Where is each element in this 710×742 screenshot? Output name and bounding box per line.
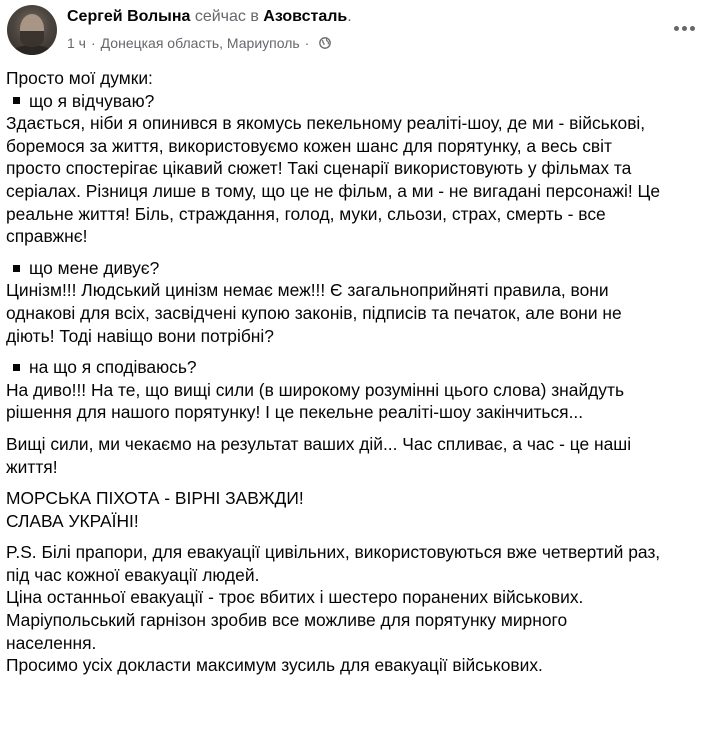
avatar[interactable] <box>7 5 57 55</box>
answer-1-line: боремося за життя, використовуємо кожен шанс для порятунку, а весь світ <box>6 135 612 156</box>
bullet-question-2 <box>6 257 708 280</box>
post-header <box>0 0 710 64</box>
meta-separator: · <box>90 35 96 51</box>
post-meta <box>67 33 331 53</box>
answer-1-line: серіалах. Різниця лише в тому, що це не фільм, а ми - не вигадані персонажі! Це <box>6 180 661 201</box>
post-timestamp[interactable]: 1 ч <box>67 35 86 51</box>
paragraph-gap <box>6 347 708 356</box>
slogan-glory: СЛАВА УКРАЇНІ! <box>6 510 139 531</box>
ps-line: P.S. Білі прапори, для евакуації цивільних, використовуються вже четвертий раз, <box>6 542 661 563</box>
more-options-button[interactable] <box>672 16 696 40</box>
more-horizontal-icon-dot <box>690 26 695 31</box>
more-horizontal-icon-dot <box>682 26 687 31</box>
post-intro: Просто мої думки: <box>6 68 153 88</box>
question-1-text: що я відчуваю? <box>29 90 155 111</box>
bullet-square-icon <box>13 265 20 272</box>
answer-1-line: справжнє! <box>6 226 88 247</box>
answer-2-line: Цинізм!!! Людський цинізм немає меж!!! Є загальноприйняті правила, вони <box>6 280 609 301</box>
answer-1-line: реальне життя! Біль, страждання, голод, муки, сльози, страх, смерть - все <box>6 203 606 224</box>
answer-2-line: однакові для всіх, засвідчені купою законів, підписів та печаток, але вони не <box>6 302 622 323</box>
globe-icon[interactable] <box>319 37 331 49</box>
ps-line: Просимо усіх докласти максимум зусиль для евакуації військових. <box>6 655 543 676</box>
answer-1-line: Здається, ніби я опинився в якомусь пекельному реаліті-шоу, де ми - військові, <box>6 113 646 134</box>
bullet-question-3 <box>6 356 708 379</box>
bullet-question-1 <box>6 90 708 113</box>
answer-1-line: просто спостерігає цікавий сюжет! Такі сценарії використовують у фільмах та <box>6 158 632 179</box>
paragraph-gap <box>6 478 708 487</box>
ps-line: населення. <box>6 632 97 653</box>
bullet-square-icon <box>13 364 20 371</box>
paragraph-gap <box>6 248 708 257</box>
paragraph-4-line: життя! <box>6 456 58 477</box>
answer-3-line: рішення для нашого порятунку! І це пекельне реаліті-шоу закінчиться... <box>6 402 584 423</box>
answer-3-line: На диво!!! На те, що вищі сили (в широкому розумінні цього слова) знайдуть <box>6 379 625 400</box>
author-name[interactable]: Сергей Волына <box>67 8 191 25</box>
ps-line: Ціна останньої евакуації - троє вбитих і шестеро поранених військових. <box>6 587 584 608</box>
paragraph-4-line: Вищі сили, ми чекаємо на результат ваших дій... Час спливає, а час - це наші <box>6 433 632 454</box>
check-in-text: сейчас в <box>190 8 264 25</box>
place-suffix: . <box>347 8 352 25</box>
question-3-text: на що я сподіваюсь? <box>29 357 197 378</box>
ps-line: під час кожної евакуації людей. <box>6 564 260 585</box>
post-location[interactable]: Донецкая область, Мариуполь <box>100 35 300 51</box>
avatar-beard <box>20 31 44 47</box>
ps-line: Маріупольський гарнізон зробив все можливе для порятунку мирного <box>6 610 568 631</box>
paragraph-gap <box>6 424 708 433</box>
more-horizontal-icon <box>674 26 679 31</box>
answer-2-line: діють! Тоді навіщо вони потрібні? <box>6 325 274 346</box>
bullet-square-icon <box>13 97 20 104</box>
post-body <box>6 67 708 677</box>
paragraph-gap <box>6 532 708 541</box>
meta-separator-2: · <box>304 35 310 51</box>
header-title <box>67 7 352 27</box>
question-2-text: що мене дивує? <box>29 257 160 278</box>
check-in-place[interactable]: Азовсталь <box>263 8 348 25</box>
slogan-marines: МОРСЬКА ПІХОТА - ВІРНІ ЗАВЖДИ! <box>6 488 304 509</box>
